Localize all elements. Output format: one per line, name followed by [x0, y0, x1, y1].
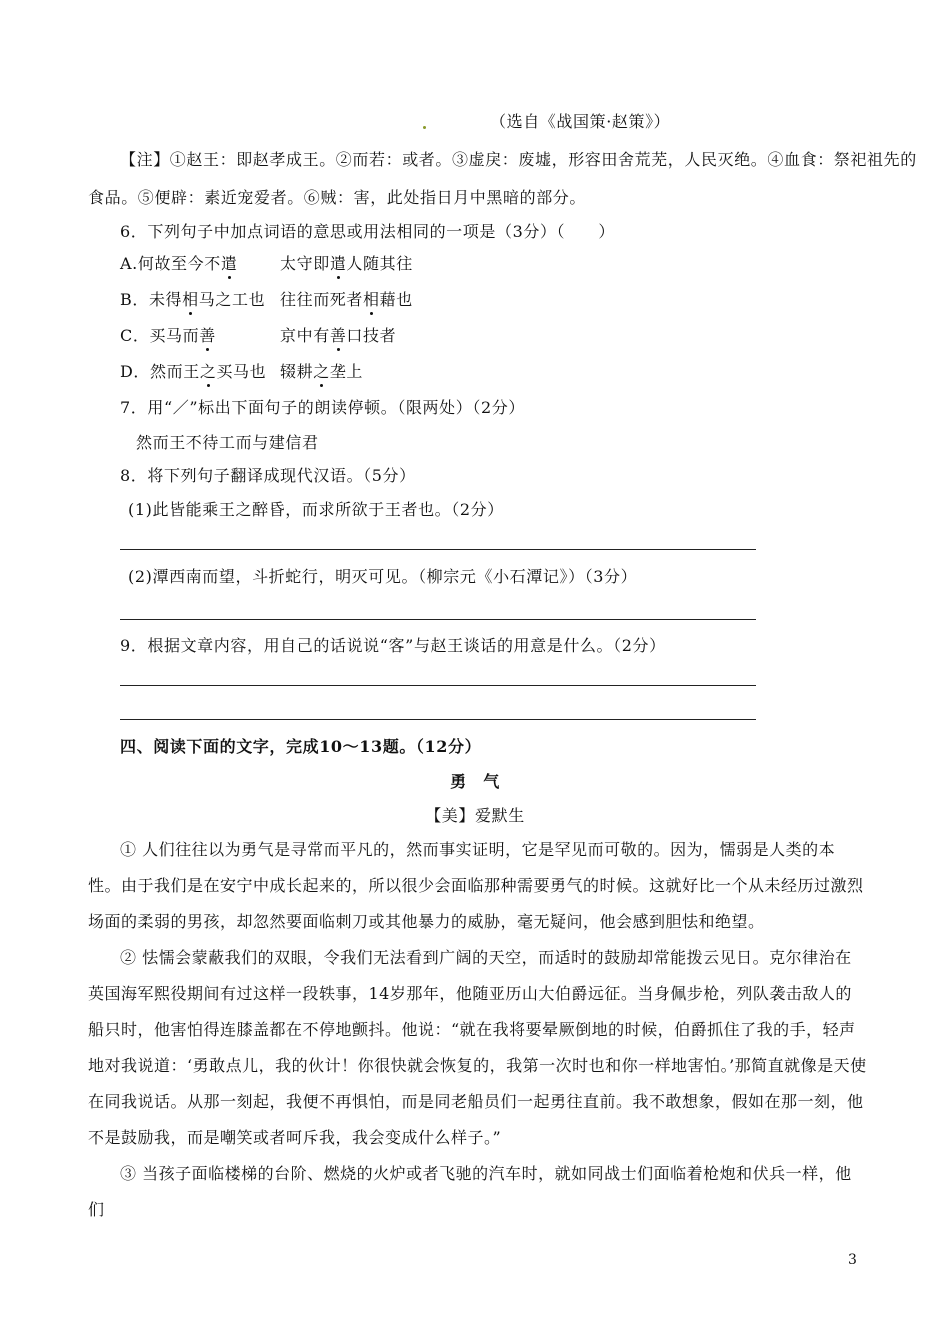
page-number: 3 — [848, 1252, 858, 1268]
dotted-word: 善 — [329, 326, 347, 345]
question-6-option-c-compare — [280, 326, 396, 346]
article-author: 【美】爱默生 — [425, 806, 525, 825]
paragraph-2: ② 怯懦会蒙蔽我们的双眼，令我们无法看到广阔的天空，而适时的鼓励却常能拨云见日。克尔律治在英国海军熙役期间有过这样一段轶事，14岁那年，他随亚历山大伯爵远征。当身佩步枪，列队袭击敌人的船只时，他害怕得连膝盖都在不停地颤抖。他说：“就在我将要晕厥倒地的时候，伯爵抓住了我的手，轻声地对我说道：‘勇敢点儿，我的伙计！你很快就会恢复的，我第一次时也和你一样地害怕。’那简直就像是天使在同我说话。从那一刻起，我便不再惧怕，而是同老船员们一起勇往直前。我不敢想象，假如在那一刻，他不是鼓励我，而是嘲笑或者呵斥我，我会变成什么样子。” — [88, 948, 867, 1147]
paragraph-3: ③ 当孩子面临楼梯的台阶、燃烧的火炉或者飞驰的汽车时，就如同战士们面临着枪炮和伏兵一样，他们 — [88, 1164, 852, 1219]
option-b-part1: B．未得 — [120, 290, 183, 309]
compare-part2: 人随其往 — [346, 254, 413, 273]
paragraph-1: ① 人们往往以为勇气是寻常而平凡的，然而事实证明，它是罕见而可敬的。因为，懦弱是人类的本性。由于我们是在安宁中成长起来的，所以很少会面临那种需要勇气的时候。这就好比一个从未经历过激烈场面的柔弱的男孩，却忽然要面临刺刀或其他暴力的威胁，毫无疑问，他会感到胆怯和绝望。 — [88, 840, 864, 931]
question-9-stem: 9．根据文章内容，用自己的话说说“客”与赵王谈话的用意是什么。（2分） — [120, 636, 666, 655]
dotted-word: 相 — [363, 290, 380, 309]
question-6-option-a-compare — [280, 254, 413, 274]
answer-line[interactable] — [120, 619, 756, 620]
note-line-1: 【注】①赵王：即赵孝成王。②而若：或者。③虚戾：废墟，形容田舍荒芜，人民灭绝。④血食：祭祀祖先的 — [120, 150, 917, 169]
compare-part1: 太守即 — [280, 254, 330, 273]
compare-part1: 往往而死者 — [280, 290, 364, 309]
article-body — [88, 832, 868, 1228]
dotted-word: 遣 — [220, 254, 238, 273]
question-6-option-b-compare — [280, 290, 413, 310]
stray-mark — [423, 126, 426, 129]
section-heading: 四、阅读下面的文字，完成10～13题。（12分） — [120, 737, 482, 756]
compare-part1: 辍耕 — [280, 362, 314, 381]
option-d-part1: D．然而王 — [120, 362, 200, 381]
dotted-word: 之 — [313, 362, 330, 381]
option-a-part1: A.何故至今不 — [120, 254, 221, 273]
question-8-sentence-2: (2)潭西南而望，斗折蛇行，明灭可见。（柳宗元《小石潭记》）（3分） — [128, 567, 638, 586]
article-title: 勇 气 — [450, 772, 500, 791]
dotted-word: 遣 — [329, 254, 347, 273]
question-8-sentence-1: (1)此皆能乘王之醉昏，而求所欲于王者也。（2分） — [128, 500, 504, 519]
compare-part1: 京中有 — [280, 326, 330, 345]
answer-line[interactable] — [120, 719, 756, 720]
question-6-option-c — [120, 326, 216, 346]
compare-part2: 藉也 — [379, 290, 413, 309]
question-6-option-d — [120, 362, 266, 382]
question-8-stem: 8．将下列句子翻译成现代汉语。（5分） — [120, 466, 416, 485]
note-line-2: 食品。⑤便辟：素近宠爱者。⑥贼：害，此处指日月中黑暗的部分。 — [88, 188, 587, 207]
dotted-word: 善 — [199, 326, 216, 345]
compare-part2: 垄上 — [329, 362, 364, 381]
dotted-word: 之 — [199, 362, 217, 381]
compare-part2: 口技者 — [346, 326, 397, 345]
question-6-stem: 6．下列句子中加点词语的意思或用法相同的一项是（3分）（ ） — [120, 222, 615, 241]
option-c-part1: C．买马而 — [120, 326, 200, 345]
answer-line[interactable] — [120, 685, 756, 686]
dotted-word: 相 — [182, 290, 199, 309]
option-d-part2: 买马也 — [216, 362, 267, 381]
answer-line[interactable] — [120, 549, 756, 550]
question-6-option-b — [120, 290, 265, 310]
question-7-sentence: 然而王不待工而与建信君 — [136, 433, 319, 452]
question-6-option-a — [120, 254, 237, 274]
source-citation: （选自《战国策·赵策》） — [490, 112, 671, 131]
question-7-stem: 7．用“／”标出下面句子的朗读停顿。（限两处）（2分） — [120, 398, 525, 417]
option-b-part2: 马之工也 — [198, 290, 266, 309]
question-6-option-d-compare — [280, 362, 363, 382]
